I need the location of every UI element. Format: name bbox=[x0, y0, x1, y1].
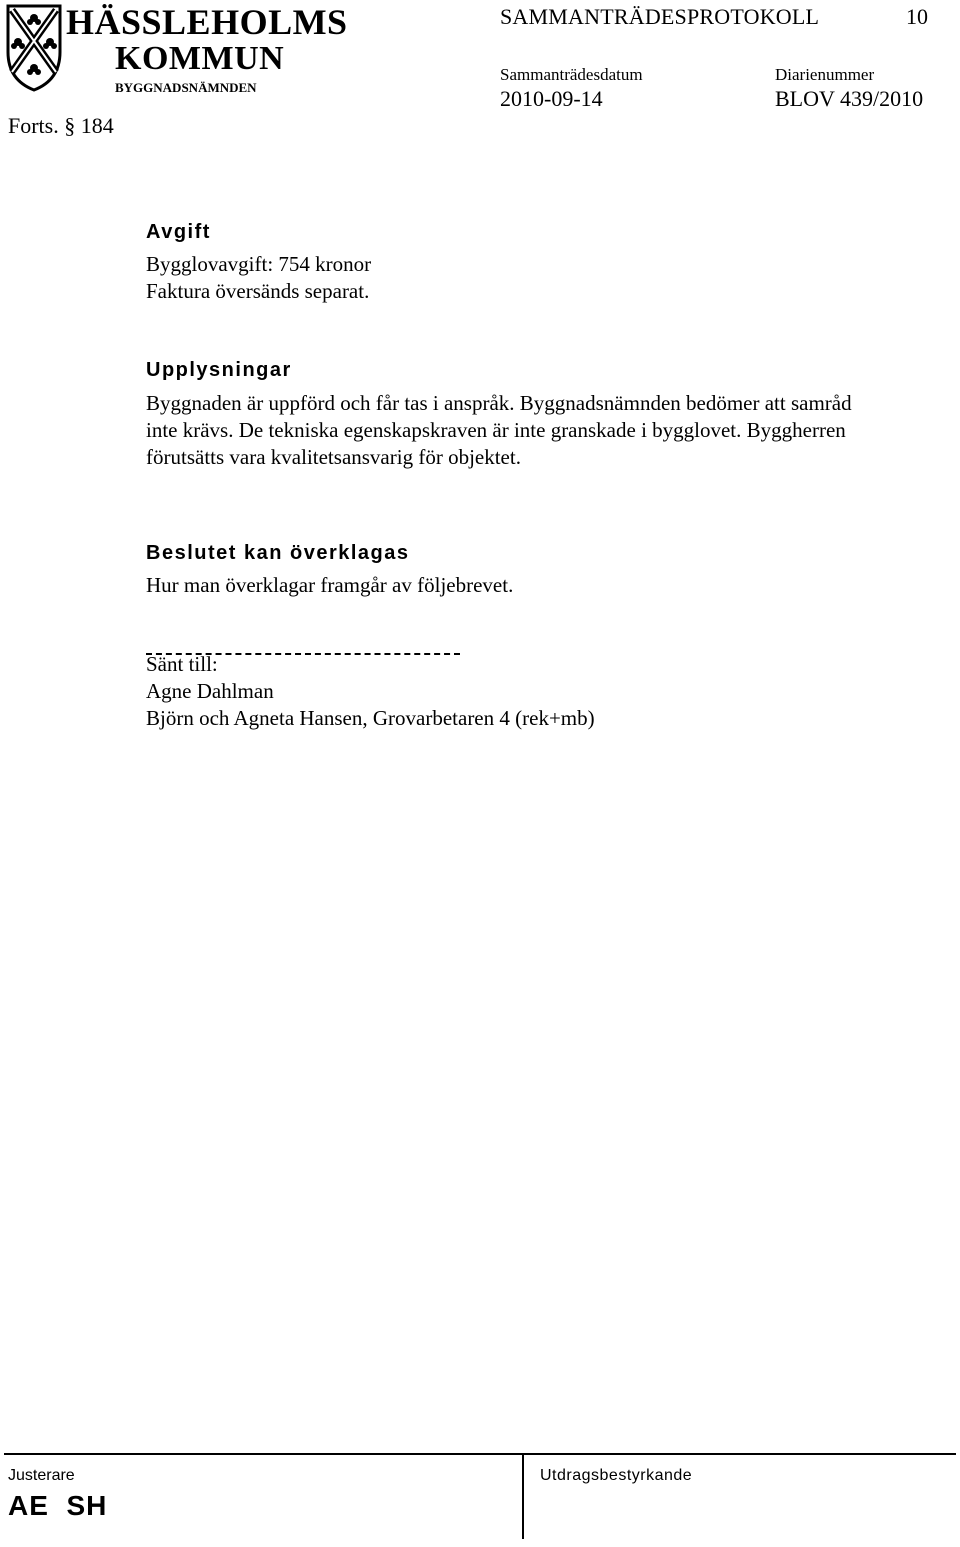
justerare-label: Justerare bbox=[8, 1467, 75, 1484]
upplysningar-line: inte krävs. De tekniska egenskapskraven är inte granskade i bygglovet. Byggherren bbox=[146, 418, 846, 442]
meeting-date: 2010-09-14 bbox=[500, 86, 603, 111]
document-type: SAMMANTRÄDESPROTOKOLL bbox=[500, 4, 820, 29]
upplysningar-line: Byggnaden är uppförd och får tas i anspråk. Byggnadsnämnden bedömer att samråd bbox=[146, 391, 852, 415]
recipient: Björn och Agneta Hansen, Grovarbetaren 4 (rek+mb) bbox=[146, 706, 595, 730]
meeting-date-label: Sammanträdesdatum bbox=[500, 65, 643, 84]
justerare-initials: AE SH bbox=[8, 1490, 108, 1521]
upplysningar-heading: Upplysningar bbox=[146, 359, 292, 381]
utdragsbestyrkande-label: Utdragsbestyrkande bbox=[540, 1467, 693, 1484]
municipality-logo bbox=[4, 2, 348, 95]
page-number: 10 bbox=[906, 4, 928, 29]
avgift-line: Bygglovavgift: 754 kronor bbox=[146, 252, 372, 276]
logo-subtitle: KOMMUN bbox=[115, 40, 285, 77]
registry-number: BLOV 439/2010 bbox=[775, 86, 924, 111]
section-continuation: Forts. § 184 bbox=[8, 113, 114, 138]
footer-divider bbox=[4, 1453, 956, 1455]
upplysningar-line: förutsätts vara kvalitetsansvarig för objektet. bbox=[146, 445, 521, 469]
overklagas-text: Hur man överklagar framgår av följebrevet. bbox=[146, 573, 514, 597]
recipient: Agne Dahlman bbox=[146, 679, 274, 703]
distribution-label: Sänt till: bbox=[146, 652, 218, 676]
coat-of-arms-icon bbox=[4, 2, 64, 92]
logo-department: BYGGNADSNÄMNDEN bbox=[115, 80, 257, 95]
logo-title: HÄSSLEHOLMS bbox=[66, 2, 348, 42]
registry-number-label: Diarienummer bbox=[775, 65, 875, 84]
avgift-heading: Avgift bbox=[146, 221, 211, 243]
footer-column-divider bbox=[522, 1453, 524, 1539]
avgift-line: Faktura översänds separat. bbox=[146, 279, 370, 303]
overklagas-heading: Beslutet kan överklagas bbox=[146, 542, 410, 564]
